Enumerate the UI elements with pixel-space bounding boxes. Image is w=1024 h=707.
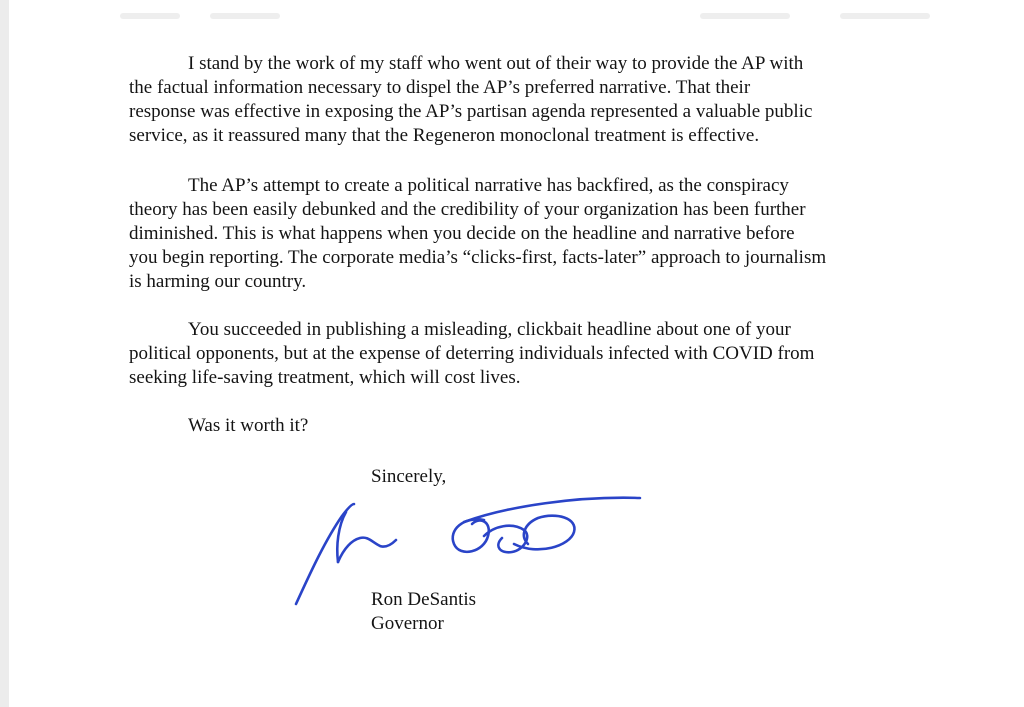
signer-title: Governor (371, 613, 444, 634)
complimentary-close: Sincerely, (371, 466, 447, 487)
paragraph-line: you begin reporting. The corporate media’s “clicks-first, facts-later” approach to journalism (129, 247, 827, 268)
paragraph-line: The AP’s attempt to create a political narrative has backfired, as the conspiracy (188, 175, 789, 196)
closing-question: Was it worth it? (188, 415, 309, 436)
paragraph-line: response was effective in exposing the AP’s partisan agenda represented a valuable public (129, 101, 813, 122)
paragraph-2 (129, 174, 929, 294)
paragraph-line: service, as it reassured many that the Regeneron monoclonal treatment is effective. (129, 125, 760, 146)
page-edge (0, 0, 9, 707)
paragraph-line: the factual information necessary to dispel the AP’s preferred narrative. That their (129, 77, 751, 98)
paragraph-1 (129, 52, 929, 148)
paragraph-line: I stand by the work of my staff who went out of their way to provide the AP with (188, 53, 804, 74)
paragraph-line: diminished. This is what happens when you decide on the headline and narrative before (129, 223, 795, 244)
paragraph-line: seeking life-saving treatment, which will cost lives. (129, 367, 521, 388)
paragraph-line: You succeeded in publishing a misleading, clickbait headline about one of your (188, 319, 791, 340)
paragraph-line: political opponents, but at the expense of deterring individuals infected with COVID from (129, 343, 815, 364)
signer-name: Ron DeSantis (371, 589, 477, 610)
paragraph-3 (129, 318, 929, 390)
paragraph-line: is harming our country. (129, 271, 307, 292)
paragraph-line: theory has been easily debunked and the credibility of your organization has been further (129, 199, 806, 220)
faded-header-remnant (120, 9, 940, 25)
